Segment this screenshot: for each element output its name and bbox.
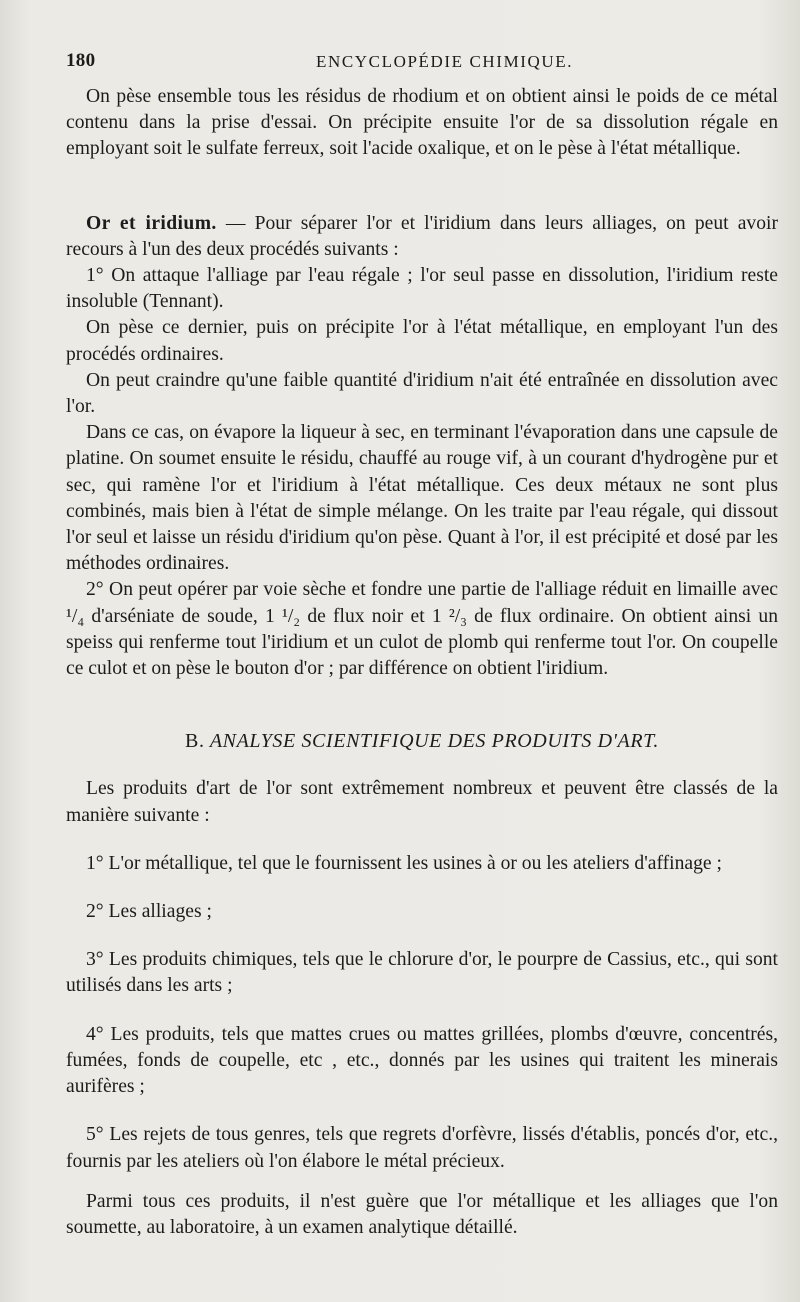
list-item: 5° Les rejets de tous genres, tels que regrets d'orfèvre, lissés d'établis, poncés d'or, etc., fournis par les ateliers où l'on élabore le métal précieux. (66, 1124, 778, 1172)
list-item: 4° Les produits, tels que mattes crues ou mattes grillées, plombs d'œuvre, concentrés, fumées, fonds de coupelle, etc , etc., donnés par les usines qui traitent les minerais aurifères ; (66, 1023, 778, 1098)
list-item: 1° L'or métallique, tel que le fournissent les usines à or ou les ateliers d'affinage ; (86, 852, 722, 874)
run-in-heading: Or et iridium. (86, 212, 217, 234)
paragraph: Les produits d'art de l'or sont extrêmement nombreux et peuvent être classés de la manière suivante : (66, 778, 778, 826)
list-item: 3° Les produits chimiques, tels que le chlorure d'or, le pourpre de Cassius, etc., qui sont utilisés dans les arts ; (66, 949, 778, 997)
list-item: 2° Les alliages ; (86, 901, 212, 923)
paragraph-or-iridium (66, 211, 778, 263)
page-header (66, 50, 778, 76)
paragraph: On peut craindre qu'une faible quantité d'iridium n'ait été entraînée en dissolution avec l'or. (66, 369, 778, 418)
running-title: ENCYCLOPÉDIE CHIMIQUE. (316, 52, 574, 71)
paragraph: Dans ce cas, on évapore la liqueur à sec, en terminant l'évaporation dans une capsule de platine. On soumet ensuite le résidu, chauffé au rouge vif, à un courant d'hydrogène pur et sec, qui ramène l'or et l'iridium à l'état métallique. Ces deux métaux ne sont plus combinés, mais bien à l'état de simple mélange. On les traite par l'eau régale, qui dissout l'or seul et laisse un résidu d'iridium qu'on pèse. Quant à l'or, il est précipité et dosé par les méthodes ordinaires. (66, 422, 778, 575)
paragraph-text: — Pour séparer l'or et l'iridium dans leurs alliages, on peut avoir recours à l'un des deux procédés suivants : (66, 212, 778, 260)
paragraph: On pèse ensemble tous les résidus de rhodium et on obtient ainsi le poids de ce métal contenu dans la prise d'essai. On précipite ensuite l'or de sa dissolution régale en employant soit le sulfate ferreux, soit l'acide oxalique, et on le pèse à l'état métallique. (66, 86, 778, 160)
section-letter: B. (185, 730, 205, 753)
section-title: ANALYSE SCIENTIFIQUE DES PRODUITS D'ART. (209, 730, 659, 753)
section-heading (66, 728, 778, 754)
page-body (66, 84, 778, 1241)
paragraph: Parmi tous ces produits, il n'est guère que l'or métallique et les alliages que l'on soumette, au laboratoire, à un examen analytique détaillé. (66, 1190, 778, 1238)
paragraph: 1° On attaque l'alliage par l'eau régale ; l'or seul passe en dissolution, l'iridium reste insoluble (Tennant). (66, 265, 778, 313)
page-number: 180 (66, 50, 96, 71)
paragraph: On pèse ce dernier, puis on précipite l'or à l'état métallique, en employant l'un des procédés ordinaires. (66, 317, 778, 365)
paragraph: 2° On peut opérer par voie sèche et fondre une partie de l'alliage réduit en limaille avec ¹/₄ d'arséniate de soude, 1 ¹/₂ de flux noir et 1 ²/₃ de flux ordinaire. On obtient ainsi un speiss qui renferme tout l'iridium et un culot de plomb qui renferme tout l'or. On coupelle ce culot et on pèse le bouton d'or ; par différence on obtient l'iridium. (66, 579, 778, 680)
